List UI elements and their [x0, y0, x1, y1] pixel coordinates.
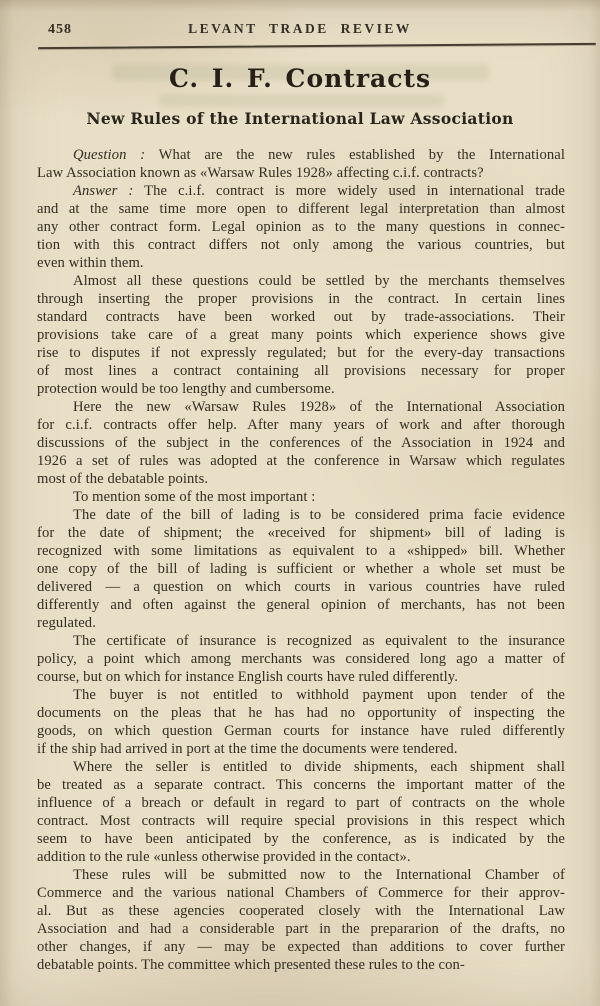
text-line: be treated as a separate contract. This concerns the important matter of the [37, 777, 565, 793]
paragraph [37, 632, 565, 686]
text-line: documents on the pleas that he has had no opportunity of inspecting the [37, 705, 565, 721]
text-line: delivered — a question on which courts in various countries have ruled [37, 579, 565, 595]
text-line: Commerce and the various national Chambers of Commerce for their approv- [37, 885, 565, 901]
text-line: for the date of shipment; the «received for shipment» bill of lading is [37, 525, 565, 541]
article-body [37, 146, 565, 974]
text-line: debatable points. The committee which presented these rules to the con- [37, 957, 465, 973]
show-through-ghost [158, 94, 444, 107]
paragraph [37, 758, 565, 866]
journal-title: LEVANT TRADE REVIEW [188, 21, 412, 36]
text-line: Where the seller is entitled to divide shipments, each shipment shall [73, 759, 565, 775]
text-line: Association and had a considerable part in the prepararion of the drafts, no [37, 921, 565, 937]
text-line: The buyer is not entitled to withhold payment upon tender of the [73, 687, 565, 703]
article-subtitle: New Rules of the International Law Association [86, 109, 514, 128]
text-line: rise to disputes if not expressly regulated; but for the every-day transactions [37, 345, 565, 361]
text-line: Answer : The c.i.f. contract is more widely used in international trade [73, 183, 565, 199]
text-line: most of the debatable points. [37, 471, 209, 487]
text-line: The certificate of insurance is recognized as equivalent to the insurance [73, 633, 565, 649]
text-line: addition to the rule «unless otherwise provided in the contact». [37, 849, 411, 865]
paragraph [37, 506, 565, 632]
paragraph [37, 488, 565, 506]
text-line: for c.i.f. contracts offer help. After many years of work and after thorough [37, 417, 565, 433]
article-title: C. I. F. Contracts [168, 64, 432, 93]
header-rule [38, 43, 596, 49]
text-line: seem to have been anticipated by the conference, as is indicated by the [37, 831, 565, 847]
text-line: any other contract form. Legal opinion as to the many questions in connec- [37, 219, 565, 235]
text-line: even within them. [37, 255, 144, 271]
text-line: one copy of the bill of lading is sufficient or whether a whole set must be [37, 561, 565, 577]
text-line: The date of the bill of lading is to be considered prima facie evidence [73, 507, 565, 523]
text-line: influence of a breach or default in regard to part of contracts on the whole [37, 795, 565, 811]
text-line: Here the new «Warsaw Rules 1928» of the International Association [73, 399, 565, 415]
text-line: contract. Most contracts will require special provisions in this respect which [37, 813, 565, 829]
text-line: These rules will be submitted now to the International Chamber of [73, 867, 565, 883]
text-line: recognized with some limitations as equivalent to a «shipped» bill. Whether [37, 543, 565, 559]
text-line: differently and often against the general opinion of merchants, has not been [37, 597, 565, 613]
paragraph [37, 272, 565, 398]
page-number: 458 [48, 22, 72, 37]
paragraph [37, 686, 565, 758]
text-line: To mention some of the most important : [73, 489, 316, 505]
text-line: Question : What are the new rules established by the International [73, 147, 565, 163]
paragraph [37, 866, 565, 974]
paragraph [37, 182, 565, 272]
text-line: course, but on which for instance English courts have ruled differently. [37, 669, 458, 685]
text-line: discussions of the subject in the conferences of the Association in 1924 and [37, 435, 565, 451]
text-line: 1926 a set of rules was adopted at the conference in Warsaw which regulates [37, 453, 565, 469]
text-line: other changes, if any — may be expected than additions to cover further [37, 939, 565, 955]
text-line: protection would be too lengthy and cumbersome. [37, 381, 335, 397]
text-line: if the ship had arrived in port at the time the documents were tendered. [37, 741, 458, 757]
text-line: Almost all these questions could be settled by the merchants themselves [73, 273, 565, 289]
text-line: al. But as these agencies cooperated closely with the International Law [37, 903, 565, 919]
text-line: regulated. [37, 615, 96, 631]
text-line: of most lines a contract containing all provisions necessary for proper [37, 363, 565, 379]
text-line: policy, a point which among merchants was considered long ago a matter of [37, 651, 565, 667]
paragraph [37, 146, 565, 182]
text-line: and at the same time more open to different legal interpretation than almost [37, 201, 565, 217]
text-line: provisions take care of a great many points which experience shows give [37, 327, 565, 343]
text-line: goods, on which question German courts for instance have ruled differently [37, 723, 565, 739]
running-head [0, 21, 600, 41]
paragraph [37, 398, 565, 488]
text-line: standard contracts have been worked out by trade-associations. Their [37, 309, 565, 325]
text-line: tion with this contract differs not only among the various countries, but [37, 237, 565, 253]
text-line: Law Association known as «Warsaw Rules 1928» affecting c.i.f. contracts? [37, 165, 484, 181]
text-line: through inserting the proper provisions in the contract. In certain lines [37, 291, 565, 307]
